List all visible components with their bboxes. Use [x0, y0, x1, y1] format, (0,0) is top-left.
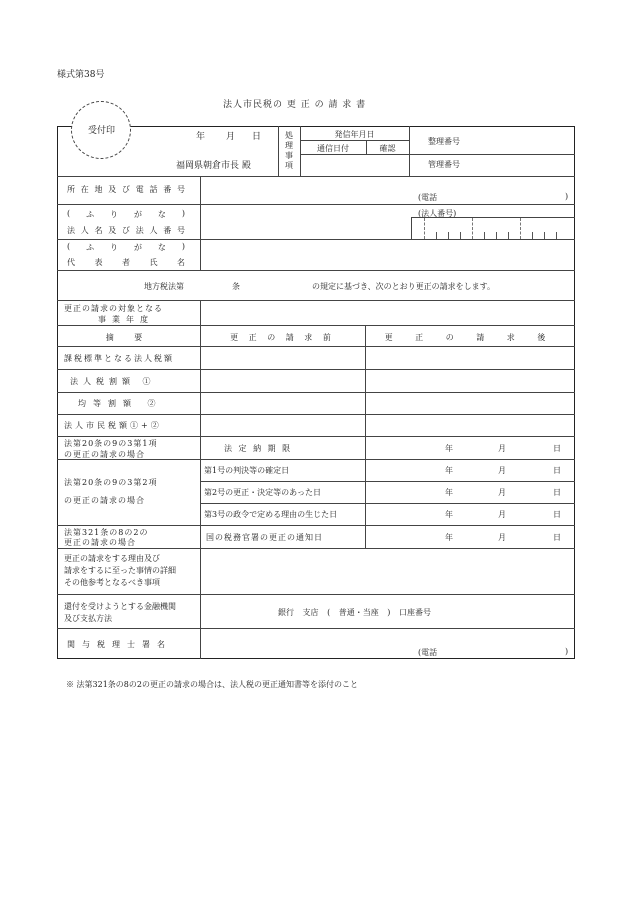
processing-label: 処 理 事 項	[285, 131, 293, 170]
row-total: 法人市民税額①+②	[64, 421, 162, 430]
date-y-2: 年	[445, 466, 453, 475]
sub3-label: 第3号の政令で定める理由の生じた日	[204, 510, 338, 519]
notice-date-label: 国の税務官署の更正の通知日	[206, 533, 323, 542]
stamp-label: 受付印	[88, 126, 116, 136]
ref-no-label: 整理番号	[428, 137, 460, 146]
col-after: 更 正 の 請 求 後	[384, 333, 556, 342]
date-day: 日	[252, 132, 262, 142]
addressee: 福岡県朝倉市長 殿	[176, 161, 251, 171]
date-d-4: 日	[553, 510, 561, 519]
case1-line2: の更正の請求の場合	[64, 450, 145, 459]
date-m-5: 月	[498, 533, 506, 542]
date-m-2: 月	[498, 466, 506, 475]
case1-line1: 法第20条の9の3第1項	[64, 439, 158, 448]
furigana-label-2: ( ふ り が な )	[67, 242, 185, 252]
bank-details: 銀行 支店 ( 普通・当座 ) 口座番号	[278, 608, 431, 617]
col-summary: 摘 要	[105, 333, 152, 342]
confirm-label: 確認	[379, 144, 396, 153]
date-y-4: 年	[445, 510, 453, 519]
footnote: ※ 法第321条の8の2の更正の請求の場合は、法人税の更正通知書等を添付のこと	[66, 680, 358, 689]
corp-name-no-label: 法 人 名 及 び 法 人 番 号	[67, 226, 185, 235]
date-month: 月	[226, 132, 236, 142]
law-suffix: の規定に基づき、次のとおり更正の請求をします。	[312, 282, 496, 291]
page-title: 法人市民税の 更 正 の 請 求 書	[223, 100, 367, 110]
corp-no-label: (法人番号)	[418, 209, 457, 218]
business-year-label-2: 事業年度	[98, 315, 154, 324]
case2-line2: の更正の請求の場合	[64, 496, 145, 505]
row-base: 課税標準となる法人税額	[64, 354, 174, 363]
furigana-label-1: ( ふ り が な )	[67, 209, 185, 219]
accountant-phone-open: (電話	[418, 648, 438, 657]
mgmt-no-label: 管理番号	[428, 160, 460, 169]
date-y-5: 年	[445, 533, 453, 542]
accountant-phone-close: )	[565, 647, 569, 656]
comm-date-label: 通信日付	[317, 144, 349, 153]
col-before: 更 正 の 請 求 前	[230, 333, 335, 342]
date-m-4: 月	[498, 510, 506, 519]
sent-date-label: 発信年月日	[334, 130, 375, 139]
business-year-label-1: 更正の請求の対象となる	[64, 304, 163, 313]
case3-line1: 法第321条の8の2の	[64, 528, 149, 537]
form-number: 様式第38号	[57, 70, 105, 80]
reason-line3: その他参考となるべき事項	[64, 578, 160, 587]
phone-close: )	[565, 192, 569, 201]
row-corp-tax: 法人税割額 ①	[70, 377, 156, 386]
date-d-5: 日	[553, 533, 561, 542]
date-m-1: 月	[498, 444, 506, 453]
phone-open: (電話	[418, 193, 438, 202]
bank-line2: 及び支払方法	[64, 614, 112, 623]
date-m-3: 月	[498, 488, 506, 497]
legal-due-label: 法 定 納 期 限	[224, 444, 293, 453]
reason-line2: 請求をするに至った事情の詳細	[64, 566, 176, 575]
case2-line1: 法第20条の9の3第2項	[64, 478, 158, 487]
sub1-label: 第1号の判決等の確定日	[204, 466, 290, 475]
date-y-1: 年	[445, 444, 453, 453]
date-y-3: 年	[445, 488, 453, 497]
date-d-3: 日	[553, 488, 561, 497]
bank-line1: 還付を受けようとする金融機関	[64, 602, 176, 611]
row-equal: 均等割額 ②	[78, 399, 163, 408]
law-prefix: 地方税法第	[144, 282, 184, 291]
rep-name-label: 代 表 者 氏 名	[67, 258, 185, 267]
date-d-1: 日	[553, 444, 561, 453]
address-phone-label: 所 在 地 及 び 電 話 番 号	[67, 185, 185, 194]
tax-accountant-label: 関与税理士署名	[67, 640, 172, 649]
law-article: 条	[232, 282, 240, 291]
date-year: 年	[196, 132, 206, 142]
sub2-label: 第2号の更正・決定等のあった日	[204, 488, 322, 497]
reason-line1: 更正の請求をする理由及び	[64, 554, 160, 563]
case3-line2: 更正の請求の場合	[64, 538, 136, 547]
date-d-2: 日	[553, 466, 561, 475]
